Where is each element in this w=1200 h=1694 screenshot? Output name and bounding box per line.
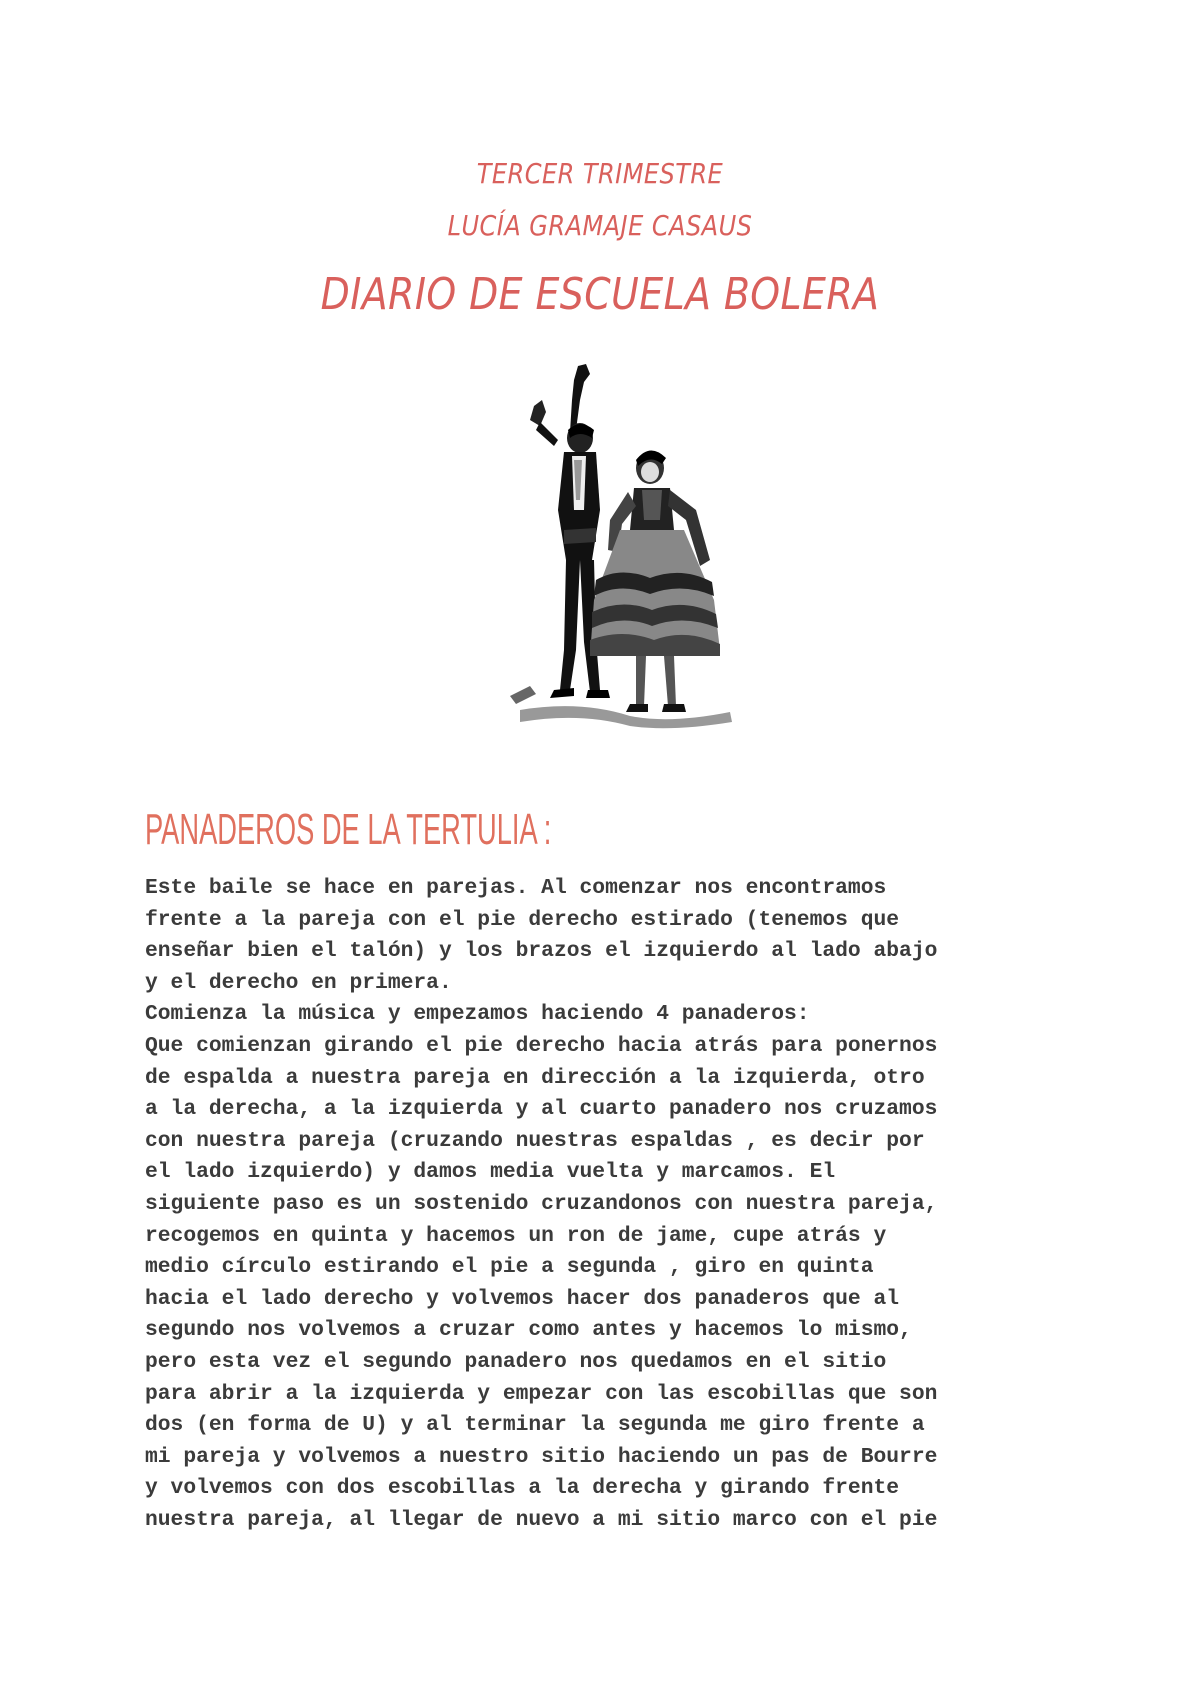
text-line: para abrir a la izquierda y empezar con las escobillas que son xyxy=(145,1381,938,1406)
text-line: siguiente paso es un sostenido cruzandonos con nuestra pareja, xyxy=(145,1191,938,1216)
document-title: DIARIO DE ESCUELA BOLERA xyxy=(320,269,880,320)
text-line: Este baile se hace en parejas. Al comenzar nos encontramos xyxy=(145,876,887,900)
text-line: el lado izquierdo) y damos media vuelta y marcamos. El xyxy=(145,1160,836,1185)
text-line: Que comienzan girando el pie derecho hacia atrás para ponernos xyxy=(145,1033,938,1058)
text-line: y el derecho en primera. xyxy=(145,970,452,995)
text-line: enseñar bien el talón) y los brazos el izquierdo al lado abajo xyxy=(145,939,938,964)
dancing-couple-icon xyxy=(500,360,750,740)
text-line: y volvemos con dos escobillas a la derecha y girando frente xyxy=(145,1476,900,1501)
text-line: pero esta vez el segundo panadero nos quedamos en el sitio xyxy=(145,1349,887,1374)
text-line: hacia el lado derecho y volvemos hacer dos panaderos que al xyxy=(145,1286,900,1311)
text-line: Comienza la música y empezamos haciendo 4 panaderos: xyxy=(145,1002,810,1027)
text-line: dos (en forma de U) y al terminar la segunda me giro frente a xyxy=(145,1413,925,1438)
section-heading: PANADEROS DE LA TERTULIA : xyxy=(145,805,552,854)
text-line: recogemos en quinta y hacemos un ron de jame, cupe atrás y xyxy=(145,1223,887,1248)
text-line: segundo nos volvemos a cruzar como antes y hacemos lo mismo, xyxy=(145,1318,912,1343)
text-line: frente a la pareja con el pie derecho estirado (tenemos que xyxy=(145,907,900,932)
term-label: TERCER TRIMESTRE xyxy=(476,157,724,190)
text-line: nuestra pareja, al llegar de nuevo a mi sitio marco con el pie xyxy=(145,1507,938,1532)
body-paragraph xyxy=(145,873,1065,1536)
document-header xyxy=(0,148,1200,332)
text-line: con nuestra pareja (cruzando nuestras espaldas , es decir por xyxy=(145,1128,925,1153)
text-line: medio círculo estirando el pie a segunda , giro en quinta xyxy=(145,1255,874,1280)
text-line: de espalda a nuestra pareja en dirección a la izquierda, otro xyxy=(145,1065,925,1090)
author-name: LUCÍA GRAMAJE CASAUS xyxy=(447,209,753,242)
text-line: mi pareja y volvemos a nuestro sitio haciendo un pas de Bourre xyxy=(145,1444,938,1469)
text-line: a la derecha, a la izquierda y al cuarto panadero nos cruzamos xyxy=(145,1097,938,1122)
